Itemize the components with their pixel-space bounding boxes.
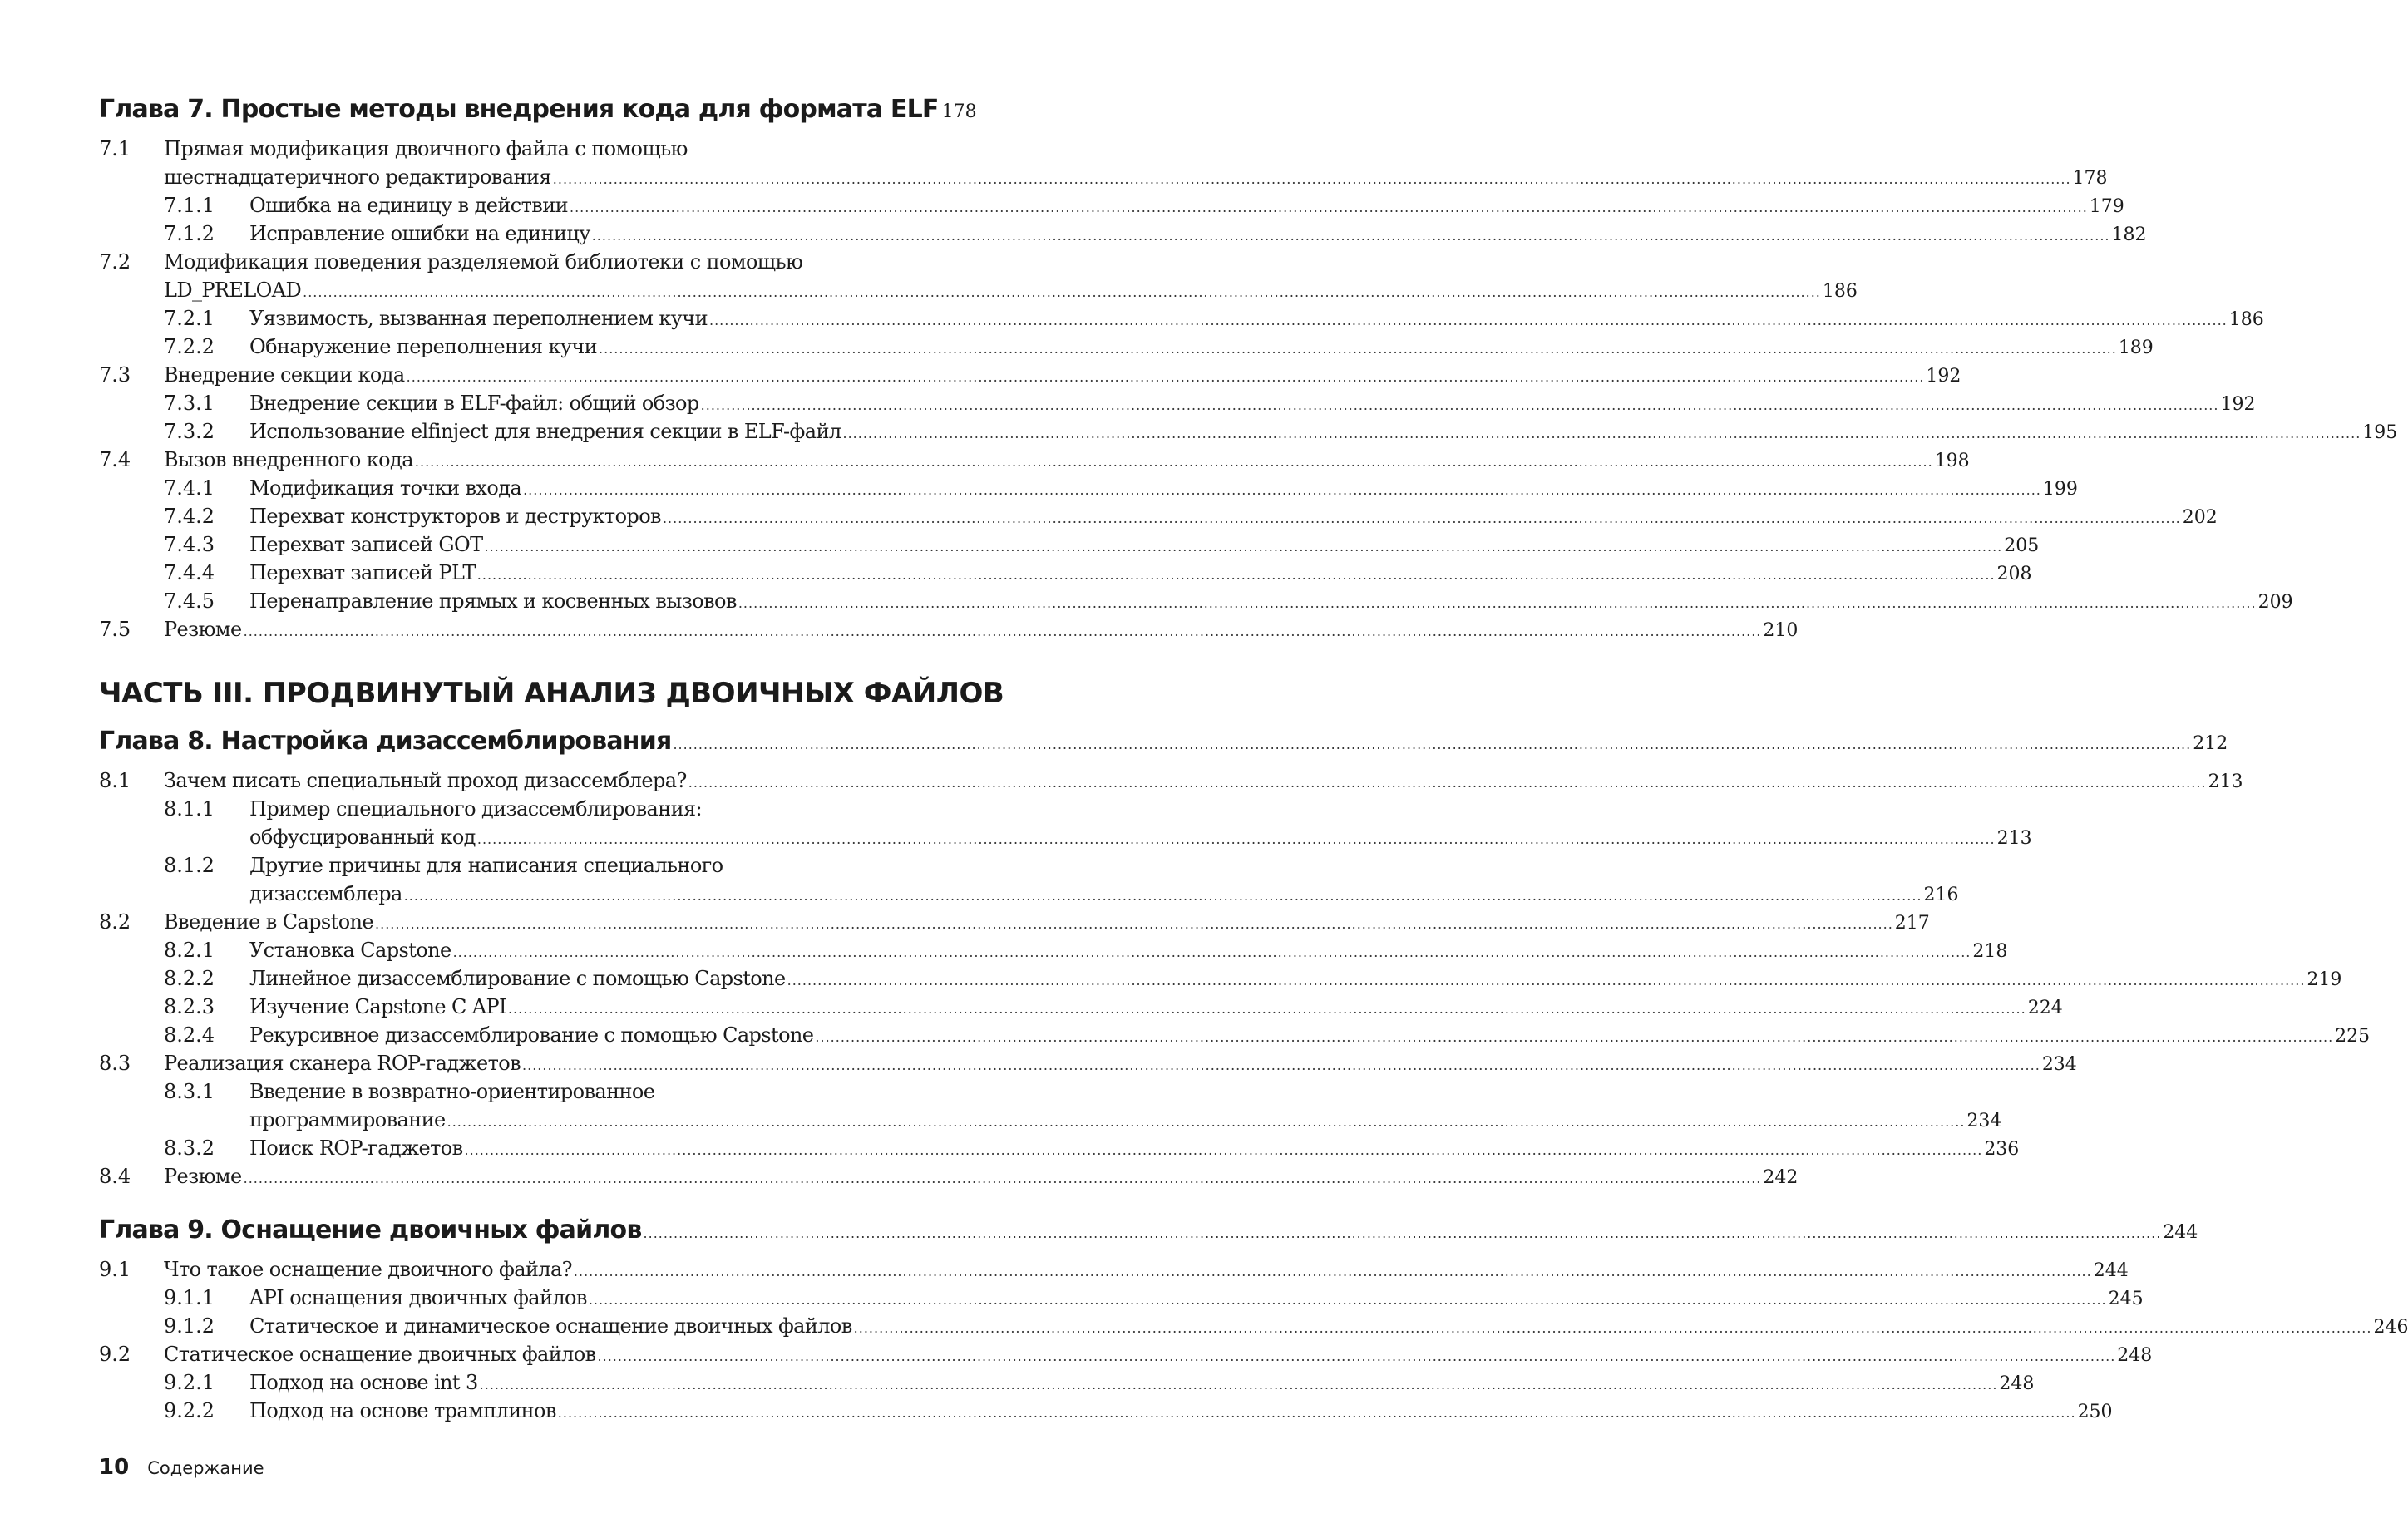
toc-entry-8-2-1[interactable] [99, 936, 2008, 964]
toc-entry-9-2-1[interactable] [99, 1368, 2035, 1397]
leader-dots: ............................................................................................................................................................................................................................................................................................................ [573, 1264, 2092, 1279]
page-ref: 216 [1923, 885, 1959, 905]
section-number: 8.4 [99, 1165, 131, 1188]
leader-dots: ............................................................................................................................................................................................................................................................................................................ [447, 1114, 1966, 1130]
section-title: программирование [249, 1108, 446, 1131]
toc-entry-7-2[interactable] [99, 248, 950, 276]
section-title: обфусцированный код [249, 826, 476, 849]
page-ref: 199 [2042, 479, 2078, 500]
leader-dots: ............................................................................................................................................................................................................................................................................................................ [476, 567, 1996, 583]
page-ref: 179 [2089, 196, 2124, 217]
chapter-title: Глава 9. Оснащение двоичных файлов [99, 1215, 642, 1245]
page-ref: 246 [2373, 1317, 2408, 1338]
section-title: Статическое и динамическое оснащение двоичных файлов [249, 1314, 852, 1338]
section-title: Ошибка на единицу в действии [249, 194, 568, 217]
section-number: 8.3.2 [164, 1136, 215, 1160]
page-ref: 182 [2111, 224, 2147, 245]
chapter-title: Глава 8. Настройка дизассемблирования [99, 727, 672, 756]
section-title: Введение в Capstone [164, 910, 374, 934]
leader-dots: ............................................................................................................................................................................................................................................................................................................ [815, 1029, 2334, 1045]
toc-entry-7-1-1[interactable] [99, 191, 2124, 219]
section-title: Вызов внедренного кода [164, 448, 413, 471]
page-ref: 248 [2117, 1345, 2153, 1366]
section-title: Зачем писать специальный проход дизассемблера? [164, 769, 687, 792]
section-number: 7.2.2 [164, 335, 215, 358]
section-title: Подход на основе int 3 [249, 1371, 478, 1394]
section-title: Перехват записей PLT [249, 561, 476, 584]
leader-dots: ............................................................................................................................................................................................................................................................................................................ [597, 1348, 2116, 1364]
section-number: 7.4.2 [164, 505, 215, 528]
section-number: 8.1.2 [164, 854, 215, 877]
toc-entry-7-3[interactable] [99, 361, 1961, 389]
section-number: 8.2.2 [164, 967, 215, 990]
part-3-heading[interactable]: ЧАСТЬ III. ПРОДВИНУТЫЙ АНАЛИЗ ДВОИЧНЫХ ФАЙЛОВ [99, 677, 1004, 710]
section-title: Прямая модификация двоичного файла с помощью [164, 137, 688, 160]
toc-entry-7-3-1[interactable] [99, 389, 2256, 417]
toc-entry-7-2-continued[interactable] [99, 276, 1858, 304]
leader-dots: ............................................................................................................................................................................................................................................................................................................ [452, 944, 1971, 960]
section-title: Реализация сканера ROP-гаджетов [164, 1052, 521, 1075]
page-ref: 213 [2208, 771, 2243, 792]
section-title: Что такое оснащение двоичного файла? [164, 1258, 572, 1281]
section-title: Подход на основе трамплинов [249, 1399, 556, 1422]
leader-dots: ............................................................................................................................................................................................................................................................................................................ [303, 284, 1821, 300]
leader-dots: ............................................................................................................................................................................................................................................................................................................ [688, 775, 2207, 791]
leader-dots: ............................................................................................................................................................................................................................................................................................................ [464, 1142, 1983, 1158]
leader-dots: ............................................................................................................................................................................................................................................................................................................ [570, 200, 2088, 215]
section-number: 7.4.3 [164, 533, 215, 556]
toc-entry-8-3-1[interactable] [99, 1077, 950, 1106]
section-number: 7.4.1 [164, 476, 215, 500]
page-ref: 242 [1763, 1167, 1799, 1188]
toc-entry-7-4-5[interactable] [99, 587, 2293, 615]
chapter-9-heading[interactable] [99, 1215, 2198, 1255]
page-ref: 236 [1984, 1139, 2020, 1160]
section-title: Использование elfinject для внедрения секции в ELF-файл [249, 420, 841, 443]
toc-entry-7-3-2[interactable] [99, 417, 2398, 446]
page-ref: 250 [2077, 1402, 2113, 1422]
page-ref: 225 [2335, 1026, 2371, 1047]
section-number: 9.1.1 [164, 1286, 215, 1309]
page-ref: 189 [2118, 338, 2154, 358]
section-title: Другие причины для написания специального [249, 854, 723, 877]
page-ref: 209 [2258, 592, 2293, 613]
page-ref: 186 [2228, 309, 2264, 330]
toc-entry-8-4[interactable] [99, 1162, 1799, 1190]
leader-dots: ............................................................................................................................................................................................................................................................................................................ [375, 916, 1893, 932]
toc-entry-8-3[interactable] [99, 1049, 2077, 1077]
page-ref: 212 [2193, 733, 2228, 754]
page-ref: 244 [2163, 1222, 2198, 1243]
leader-dots: ............................................................................................................................................................................................................................................................................................................ [484, 539, 2003, 555]
section-title: Модификация точки входа [249, 476, 522, 500]
page-ref: 210 [1763, 620, 1799, 641]
leader-dots: ............................................................................................................................................................................................................................................................................................................ [243, 624, 1762, 639]
section-title: Исправление ошибки на единицу [249, 222, 590, 245]
leader-dots: ............................................................................................................................................................................................................................................................................................................ [523, 482, 2041, 498]
page-ref: 178 [2072, 168, 2108, 189]
page-ref: 178 [941, 101, 977, 122]
toc-entry-9-1-2[interactable] [99, 1312, 2408, 1340]
leader-dots: ............................................................................................................................................................................................................................................................................................................ [738, 595, 2257, 611]
section-number: 8.3.1 [164, 1080, 215, 1103]
section-number: 8.2 [99, 910, 131, 934]
page-ref: 234 [1966, 1111, 2002, 1131]
section-number: 9.1 [99, 1258, 131, 1281]
section-number: 7.3.1 [164, 392, 215, 415]
toc-entry-8-1-2[interactable] [99, 851, 950, 880]
toc-entry-8-1-1-continued[interactable] [99, 823, 2032, 851]
toc-entry-8-3-2[interactable] [99, 1134, 2020, 1162]
chapter-8-heading[interactable] [99, 727, 2228, 767]
section-number: 7.4.4 [164, 561, 215, 584]
section-number: 8.2.1 [164, 939, 215, 962]
section-number: 7.3 [99, 363, 131, 387]
page-ref: 245 [2108, 1289, 2144, 1309]
page-number: 10 [99, 1455, 130, 1480]
section-title: Резюме [164, 618, 242, 641]
page-ref: 192 [1926, 366, 1961, 387]
section-number: 9.2.1 [164, 1371, 215, 1394]
chapter-title: Глава 7. Простые методы внедрения кода для формата ELF [99, 95, 939, 124]
leader-dots: ............................................................................................................................................................................................................................................................................................................ [700, 397, 2219, 413]
toc-entry-8-3-1-continued[interactable] [99, 1106, 2002, 1134]
section-number: 8.1.1 [164, 797, 215, 821]
section-number: 8.2.3 [164, 995, 215, 1018]
leader-dots: ............................................................................................................................................................................................................................................................................................................ [588, 1292, 2107, 1308]
toc-entry-8-2-2[interactable] [99, 964, 2342, 993]
section-number: 7.4.5 [164, 589, 215, 613]
page-footer [99, 1455, 264, 1480]
section-title: Введение в возвратно-ориентированное [249, 1080, 655, 1103]
toc-entry-8-1-2-continued[interactable] [99, 880, 1959, 908]
section-title: Статическое оснащение двоичных файлов [164, 1343, 596, 1366]
leader-dots: ............................................................................................................................................................................................................................................................................................................ [591, 228, 2110, 244]
toc-entry-8-1[interactable] [99, 767, 2243, 795]
page-ref: 192 [2220, 394, 2256, 415]
section-number: 7.2.1 [164, 307, 215, 330]
page-ref: 244 [2093, 1260, 2129, 1281]
section-title: API оснащения двоичных файлов [249, 1286, 587, 1309]
section-number: 7.5 [99, 618, 131, 641]
table-of-contents [99, 95, 2408, 1425]
section-number: 7.2 [99, 250, 131, 274]
toc-entry-7-4[interactable] [99, 446, 1970, 474]
chapter-7-heading[interactable] [99, 95, 977, 135]
toc-entry-7-4-1[interactable] [99, 474, 2078, 502]
leader-dots: ............................................................................................................................................................................................................................................................................................................ [406, 369, 1925, 385]
leader-dots: ............................................................................................................................................................................................................................................................................................................ [552, 171, 2071, 187]
leader-dots: ............................................................................................................................................................................................................................................................................................................ [479, 1377, 1998, 1393]
section-title: Перенаправление прямых и косвенных вызовов [249, 589, 737, 613]
section-title: Перехват конструкторов и деструкторов [249, 505, 661, 528]
section-title: Линейное дизассемблирование с помощью Capstone [249, 967, 786, 990]
page-ref: 219 [2307, 969, 2342, 990]
toc-entry-8-2[interactable] [99, 908, 1930, 936]
page-ref: 224 [2027, 998, 2063, 1018]
toc-entry-7-4-4[interactable] [99, 559, 2032, 587]
leader-dots: ............................................................................................................................................................................................................................................................................................................ [599, 341, 2117, 357]
section-number: 7.1 [99, 137, 131, 160]
leader-dots: ............................................................................................................................................................................................................................................................................................................ [243, 1171, 1762, 1186]
section-number: 7.4 [99, 448, 131, 471]
page-ref: 195 [2362, 422, 2398, 443]
page-ref: 202 [2182, 507, 2218, 528]
section-title: Уязвимость, вызванная переполнением кучи [249, 307, 708, 330]
section-number: 7.3.2 [164, 420, 215, 443]
section-number: 9.2.2 [164, 1399, 215, 1422]
page-ref: 198 [1934, 451, 1970, 471]
leader-dots: ............................................................................................................................................................................................................................................................................................................ [662, 510, 2181, 526]
section-title: Внедрение секции кода [164, 363, 405, 387]
page-ref: 218 [1972, 941, 2008, 962]
leader-dots: ............................................................................................................................................................................................................................................................................................................ [853, 1320, 2372, 1336]
toc-entry-9-2[interactable] [99, 1340, 2153, 1368]
toc-entry-8-2-3[interactable] [99, 993, 2063, 1021]
toc-entry-9-1[interactable] [99, 1255, 2129, 1284]
section-number: 8.2.4 [164, 1023, 215, 1047]
section-title: Установка Capstone [249, 939, 452, 962]
section-title: Резюме [164, 1165, 242, 1188]
leader-dots: ............................................................................................................................................................................................................................................................................................................ [787, 973, 2306, 988]
leader-dots: ............................................................................................................................................................................................................................................................................................................ [403, 888, 1922, 904]
section-number: 8.1 [99, 769, 131, 792]
toc-entry-7-4-2[interactable] [99, 502, 2218, 530]
section-number: 8.3 [99, 1052, 131, 1075]
toc-entry-9-1-1[interactable] [99, 1284, 2144, 1312]
toc-entry-7-2-1[interactable] [99, 304, 2264, 333]
page-ref: 186 [1822, 281, 1858, 302]
page-ref: 248 [1999, 1373, 2035, 1394]
section-title: LD_PRELOAD [164, 279, 302, 302]
toc-entry-7-5[interactable] [99, 615, 1799, 643]
page-ref: 217 [1894, 913, 1930, 934]
toc-entry-7-1-2[interactable] [99, 219, 2147, 248]
section-title: Рекурсивное дизассемблирование с помощью Capstone [249, 1023, 814, 1047]
leader-dots: ............................................................................................................................................................................................................................................................................................................ [522, 1057, 2040, 1073]
toc-entry-7-1[interactable] [99, 135, 950, 163]
page-ref: 208 [1996, 564, 2032, 584]
leader-dots: ............................................................................................................................................................................................................................................................................................................ [476, 831, 1996, 847]
toc-entry-7-4-3[interactable] [99, 530, 2040, 559]
running-footer-title: Содержание [147, 1458, 264, 1478]
toc-entry-8-1-1[interactable] [99, 795, 950, 823]
leader-dots: ............................................................................................................................................................................................................................................................................................................ [557, 1405, 2076, 1421]
toc-entry-8-2-4[interactable] [99, 1021, 2371, 1049]
toc-entry-7-2-2[interactable] [99, 333, 2154, 361]
section-number: 7.1.1 [164, 194, 215, 217]
leader-dots: ............................................................................................................................................................................................................................................................................................................ [507, 1001, 2026, 1017]
section-title: Изучение Capstone C API [249, 995, 506, 1018]
page-ref: 234 [2041, 1054, 2077, 1075]
section-title: Поиск ROP-гаджетов [249, 1136, 463, 1160]
section-title: Пример специального дизассемблирования: [249, 797, 703, 821]
section-title: шестнадцатеричного редактирования [164, 165, 551, 189]
toc-entry-9-2-2[interactable] [99, 1397, 2113, 1425]
section-title: Обнаружение переполнения кучи [249, 335, 598, 358]
section-title: Перехват записей GOT [249, 533, 483, 556]
page-ref: 205 [2004, 535, 2040, 556]
section-number: 9.1.2 [164, 1314, 215, 1338]
section-title: Модификация поведения разделяемой библиотеки с помощью [164, 250, 803, 274]
section-number: 7.1.2 [164, 222, 215, 245]
toc-entry-7-1-continued[interactable] [99, 163, 2108, 191]
section-title: дизассемблера [249, 882, 402, 905]
section-number: 9.2 [99, 1343, 131, 1366]
leader-dots: ............................................................................................................................................................................................................................................................................................................ [842, 426, 2361, 441]
leader-dots: ............................................................................................................................................................................................................................................................................................................ [643, 1225, 2162, 1241]
leader-dots: ............................................................................................................................................................................................................................................................................................................ [414, 454, 1933, 470]
section-title: Внедрение секции в ELF-файл: общий обзор [249, 392, 699, 415]
leader-dots: ............................................................................................................................................................................................................................................................................................................ [673, 737, 2192, 752]
page-ref: 213 [1996, 828, 2032, 849]
leader-dots: ............................................................................................................................................................................................................................................................................................................ [708, 313, 2228, 328]
